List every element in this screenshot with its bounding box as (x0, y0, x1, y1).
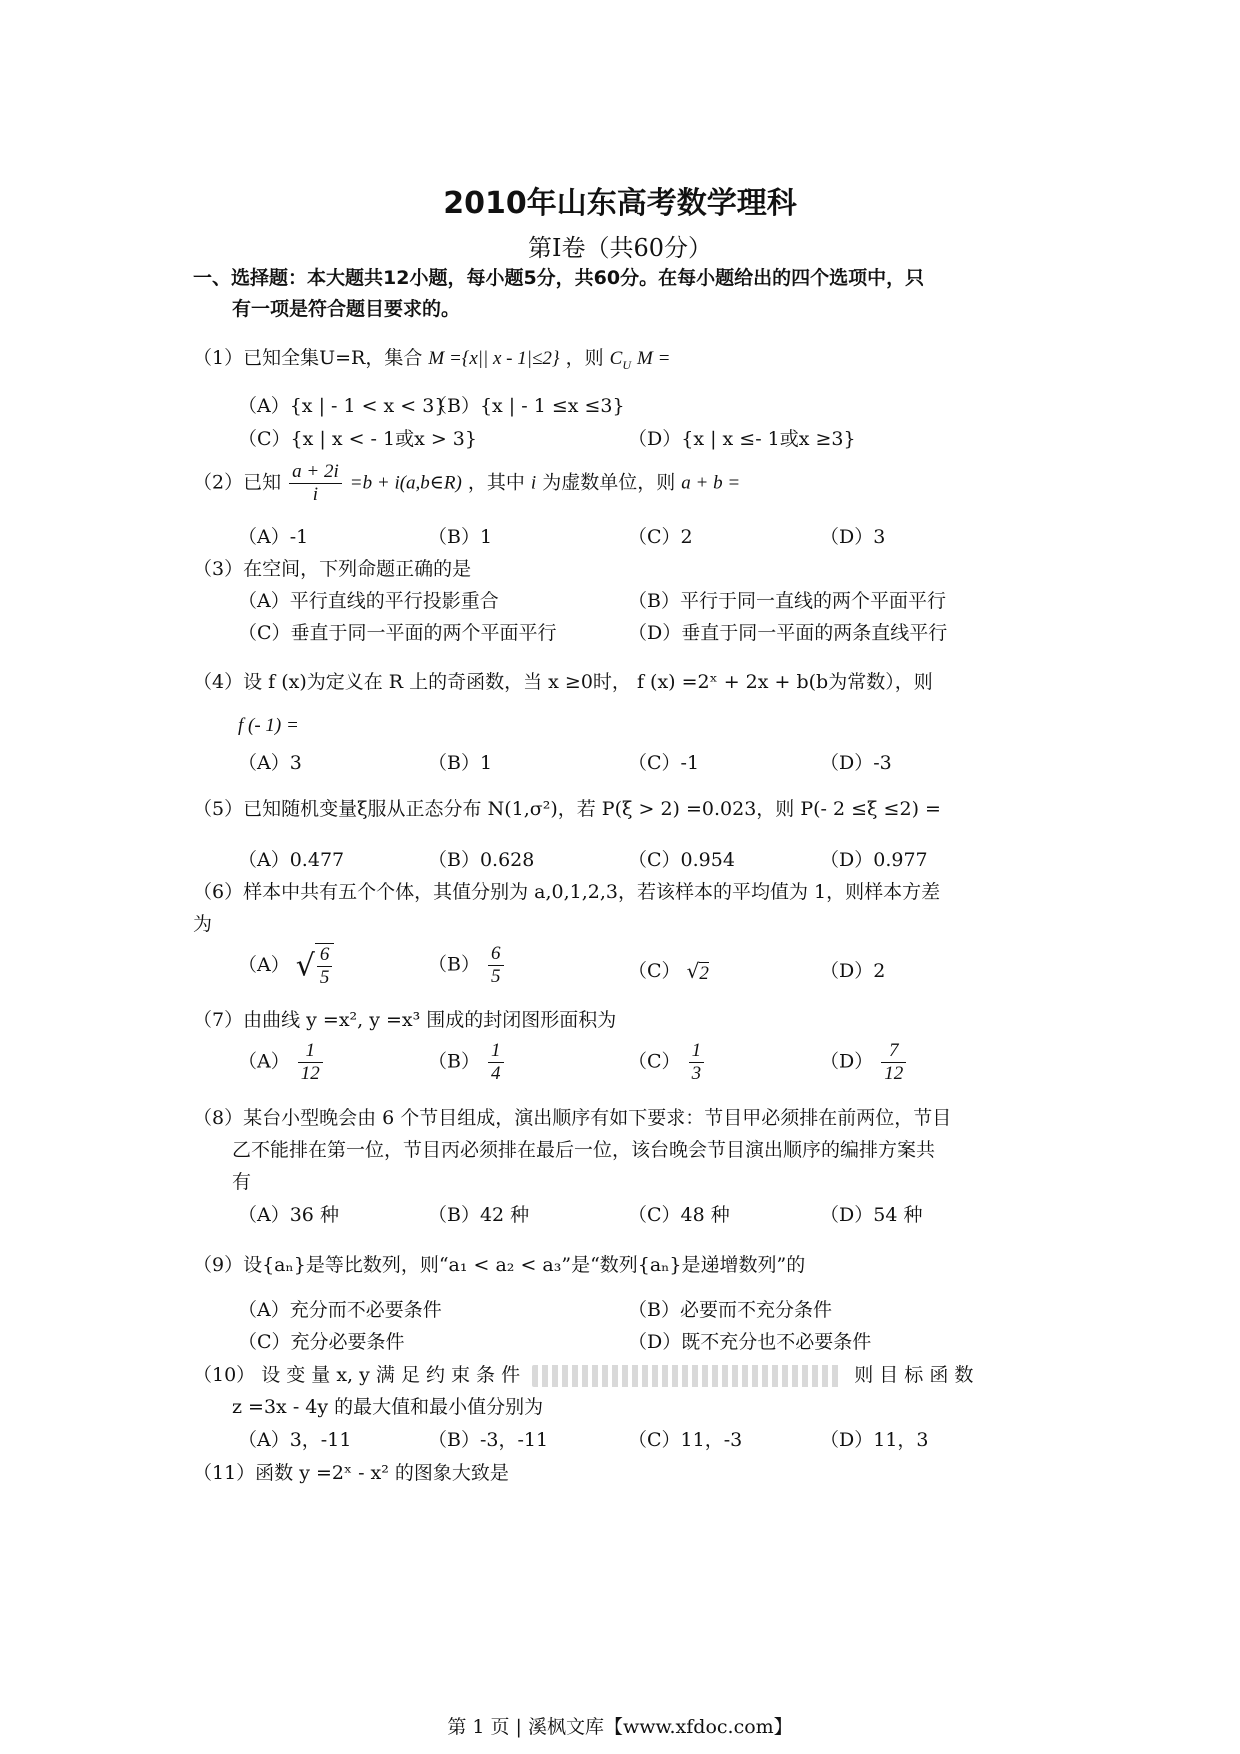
question-7-option-d-den: 12 (884, 1063, 904, 1084)
question-7-option-d-num: 7 (881, 1040, 906, 1063)
question-4-option-a: （A）3 (238, 752, 302, 774)
question-6-option-a-den: 5 (319, 967, 330, 988)
question-3-option-c: （C）垂直于同一平面的两个平面平行 (238, 622, 557, 644)
question-7-option-a (238, 1040, 325, 1085)
question-2-option-c: （C）2 (628, 526, 693, 548)
question-1-option-a: （A）{x | - 1 < x < 3} (238, 395, 447, 417)
sqrt-icon: √ (295, 948, 315, 984)
question-9-option-c: （C）充分必要条件 (238, 1331, 405, 1353)
question-7-option-c (628, 1040, 706, 1085)
question-3-option-b: （B）平行于同一直线的两个平面平行 (628, 590, 946, 612)
question-9-option-b: （B）必要而不充分条件 (628, 1299, 832, 1321)
question-6-option-d: （D）2 (820, 960, 886, 982)
question-7-option-d (820, 1040, 908, 1085)
question-3-stem: （3）在空间，下列命题正确的是 (193, 558, 472, 580)
question-10-option-c: （C）11，-3 (628, 1429, 743, 1451)
question-5-option-c: （C）0.954 (628, 849, 735, 871)
question-7-option-c-label: （C） (628, 1050, 681, 1073)
question-2-option-b: （B）1 (428, 526, 493, 548)
question-10-option-d: （D）11，3 (820, 1429, 929, 1451)
question-2-text: （2）已知 (193, 471, 282, 494)
sqrt-icon: √ (686, 959, 700, 984)
question-1-option-c: （C）{x | x < - 1或x > 3} (238, 428, 477, 450)
question-6-option-b-label: （B） (428, 953, 480, 976)
question-6-line1: （6）样本中共有五个个体，其值分别为 a,0,1,2,3，若该样本的平均值为 1，则样本方差 (193, 881, 941, 903)
question-2-equation: =b + i(a,b∈R) (349, 472, 462, 494)
question-10-line2: z =3x - 4y 的最大值和最小值分别为 (232, 1396, 544, 1418)
question-10-text-a: （10） 设 变 量 x, y 满 足 约 束 条 件 (193, 1364, 521, 1386)
question-9-option-d: （D）既不充分也不必要条件 (628, 1331, 872, 1353)
question-2-stem (193, 461, 740, 506)
question-9-option-a: （A）充分而不必要条件 (238, 1299, 442, 1321)
question-7-option-b (428, 1040, 506, 1085)
question-2-option-d: （D）3 (820, 526, 886, 548)
question-6-option-b-den: 5 (491, 966, 501, 987)
question-4-line2: f (- 1) = (238, 715, 299, 736)
question-9-stem: （9）设{aₙ}是等比数列，则“a₁ < a₂ < a₃”是“数列{aₙ}是递增数列”的 (193, 1254, 806, 1276)
question-8-option-d: （D）54 种 (820, 1204, 923, 1226)
question-2-sum: a + b = (681, 472, 741, 494)
question-7-option-d-label: （D） (820, 1050, 874, 1073)
question-8-line2: 乙不能排在第一位，节目丙必须排在最后一位，该台晚会节目演出顺序的编排方案共 (232, 1139, 936, 1161)
question-4-option-b: （B）1 (428, 752, 493, 774)
section-heading-line1: 一、选择题：本大题共12小题，每小题5分，共60分。在每小题给出的四个选项中，只 (193, 267, 925, 289)
question-10-option-b: （B）-3，-11 (428, 1429, 549, 1451)
question-8-line1: （8）某台小型晚会由 6 个节目组成，演出顺序有如下要求：节目甲必须排在前两位，节目 (193, 1107, 952, 1129)
question-6-option-c-value: 2 (699, 962, 709, 984)
question-2-tail2: 为虚数单位，则 (542, 471, 676, 494)
question-8-line3: 有 (232, 1171, 252, 1193)
question-6-option-a-sqrt (296, 943, 335, 989)
question-7-option-b-den: 4 (491, 1063, 501, 1084)
question-7-option-b-label: （B） (428, 1050, 480, 1073)
question-10-text-b: 则 目 标 函 数 (854, 1364, 974, 1386)
question-11-stem: （11）函数 y =2ˣ - x² 的图象大致是 (193, 1462, 509, 1484)
blurred-constraint-image (532, 1365, 842, 1387)
question-1-text: （1）已知全集U=R，集合 (193, 347, 423, 369)
question-7-option-a-label: （A） (238, 1050, 290, 1073)
question-6-option-b (428, 943, 506, 988)
section-heading-line2: 有一项是符合题目要求的。 (232, 298, 461, 320)
question-6-option-c (628, 956, 709, 985)
question-6-line2: 为 (193, 913, 213, 935)
question-4-option-d: （D）-3 (820, 752, 892, 774)
question-1-complement: C (609, 348, 623, 369)
question-1-complement-m: M = (637, 348, 671, 369)
question-8-option-a: （A）36 种 (238, 1204, 339, 1226)
page-footer: 第 1 页 | 溪枫文库【www.xfdoc.com】 (447, 1716, 793, 1738)
question-10-option-a: （A）3，-11 (238, 1429, 352, 1451)
question-7-stem: （7）由曲线 y =x², y =x³ 围成的封闭图形面积为 (193, 1009, 617, 1031)
question-1-set-m: M ={x|| x - 1|≤2} (428, 348, 560, 369)
question-5-option-a: （A）0.477 (238, 849, 345, 871)
question-2-option-a: （A）-1 (238, 526, 309, 548)
question-8-option-c: （C）48 种 (628, 1204, 730, 1226)
question-1-complement-sub: U (622, 357, 631, 372)
question-8-option-b: （B）42 种 (428, 1204, 530, 1226)
question-6-option-c-label: （C） (628, 960, 681, 982)
question-7-option-b-num: 1 (488, 1040, 504, 1063)
question-2-i: i (530, 472, 537, 494)
question-6-option-b-num: 6 (488, 943, 504, 966)
question-7-option-a-den: 12 (300, 1063, 320, 1084)
question-6-option-a-num: 6 (317, 944, 333, 967)
question-2-numerator: a + 2i (289, 461, 342, 484)
page-title: 2010年山东高考数学理科 (443, 186, 797, 221)
question-4-option-c: （C）-1 (628, 752, 700, 774)
question-7-option-c-den: 3 (691, 1063, 702, 1084)
question-5-stem: （5）已知随机变量ξ服从正态分布 N(1,σ²)，若 P(ξ > 2) =0.023，则 P(- 2 ≤ξ ≤2) = (193, 798, 941, 820)
question-3-option-a: （A）平行直线的平行投影重合 (238, 590, 499, 612)
question-6-option-a (238, 943, 334, 989)
question-2-tail: ，其中 (467, 471, 525, 494)
question-5-option-d: （D）0.977 (820, 849, 928, 871)
question-5-option-b: （B）0.628 (428, 849, 535, 871)
question-10-line1 (193, 1360, 973, 1387)
question-2-fraction (289, 461, 342, 506)
question-1-option-d: （D）{x | x ≤- 1或x ≥3} (628, 428, 856, 450)
question-7-option-a-num: 1 (298, 1040, 323, 1063)
question-1-stem (193, 343, 670, 373)
page-subtitle: 第Ⅰ卷（共60分） (527, 234, 713, 262)
question-6-option-a-label: （A） (238, 954, 290, 976)
question-7-option-c-num: 1 (689, 1040, 705, 1063)
question-2-denominator: i (312, 484, 319, 505)
question-1-tail: ，则 (565, 347, 604, 369)
question-1-option-b: （B）{x | - 1 ≤x ≤3} (428, 395, 625, 417)
question-4-line1: （4）设 f (x)为定义在 R 上的奇函数，当 x ≥0时， f (x) =2ˣ + 2x + b(b为常数），则 (193, 671, 933, 693)
question-3-option-d: （D）垂直于同一平面的两条直线平行 (628, 622, 948, 644)
